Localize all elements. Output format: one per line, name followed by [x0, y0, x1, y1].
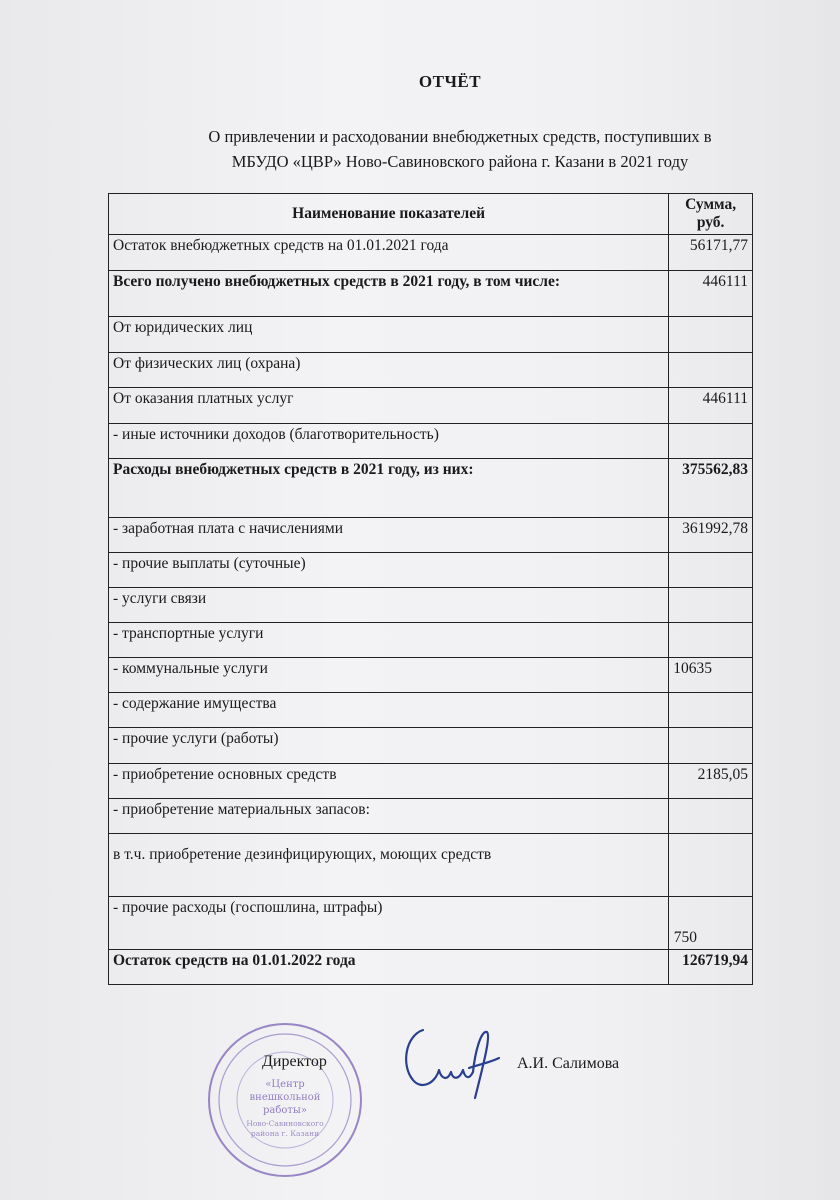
row-sum [669, 799, 753, 834]
row-name: в т.ч. приобретение дезинфицирующих, моющих средств [109, 834, 669, 897]
document-subtitle [150, 124, 770, 174]
report-table [108, 193, 753, 985]
row-name: - прочие выплаты (суточные) [109, 553, 669, 588]
row-sum: 126719,94 [669, 950, 753, 985]
table-row [109, 764, 753, 799]
row-name: Остаток внебюджетных средств на 01.01.2021 года [109, 235, 669, 271]
row-sum [669, 693, 753, 728]
row-name: - прочие расходы (госпошлина, штрафы) [109, 897, 669, 950]
svg-text:работы»: работы» [262, 1105, 308, 1116]
table-row [109, 799, 753, 834]
row-sum [669, 834, 753, 897]
row-name: От физических лиц (охрана) [109, 353, 669, 388]
row-name: - приобретение материальных запасов: [109, 799, 669, 834]
table-row [109, 588, 753, 623]
table-row [109, 950, 753, 985]
subtitle-line-1: О привлечении и расходовании внебюджетных средств, поступивших в [208, 127, 712, 146]
row-name: Всего получено внебюджетных средств в 2021 году, в том числе: [109, 271, 669, 317]
svg-text:внешкольной: внешкольной [249, 1092, 321, 1103]
round-stamp [205, 1020, 365, 1180]
row-name: - приобретение основных средств [109, 764, 669, 799]
row-sum [669, 317, 753, 353]
row-sum: 361992,78 [669, 518, 753, 553]
director-label: Директор [262, 1053, 327, 1070]
row-sum [669, 353, 753, 388]
row-name: От оказания платных услуг [109, 388, 669, 424]
row-sum: 375562,83 [669, 459, 753, 518]
table-row [109, 693, 753, 728]
row-sum [669, 424, 753, 459]
svg-text:«Центр: «Центр [265, 1079, 305, 1090]
header-sum: Сумма, руб. [669, 194, 753, 235]
table-row [109, 235, 753, 271]
row-sum [669, 588, 753, 623]
table-row [109, 459, 753, 518]
table-row [109, 388, 753, 424]
header-name: Наименование показателей [109, 194, 669, 235]
table-row [109, 317, 753, 353]
row-name: - содержание имущества [109, 693, 669, 728]
row-sum [669, 728, 753, 764]
svg-text:района г. Казани: района г. Казани [250, 1129, 320, 1138]
document-title: ОТЧЁТ [418, 72, 482, 91]
table-row [109, 424, 753, 459]
row-sum: 2185,05 [669, 764, 753, 799]
subtitle-line-2: МБУДО «ЦВР» Ново-Савиновского района г. Казани в 2021 году [231, 152, 689, 171]
row-name: - заработная плата с начислениями [109, 518, 669, 553]
row-name: - прочие услуги (работы) [109, 728, 669, 764]
svg-text:Ново-Савиновского: Ново-Савиновского [246, 1119, 324, 1128]
row-sum: 750 [669, 897, 753, 950]
row-name: Расходы внебюджетных средств в 2021 году, из них: [109, 459, 669, 518]
table-row [109, 553, 753, 588]
table-row [109, 353, 753, 388]
table-header-row [109, 194, 753, 235]
row-sum [669, 553, 753, 588]
row-name: - коммунальные услуги [109, 658, 669, 693]
row-name: - услуги связи [109, 588, 669, 623]
table-row [109, 623, 753, 658]
table-row [109, 834, 753, 897]
row-name: От юридических лиц [109, 317, 669, 353]
row-name: Остаток средств на 01.01.2022 года [109, 950, 669, 985]
row-name: - иные источники доходов (благотворительность) [109, 424, 669, 459]
row-sum [669, 623, 753, 658]
row-sum: 446111 [669, 271, 753, 317]
table-row [109, 518, 753, 553]
table-row [109, 728, 753, 764]
row-sum: 56171,77 [669, 235, 753, 271]
row-sum: 446111 [669, 388, 753, 424]
row-name: - транспортные услуги [109, 623, 669, 658]
table-row [109, 897, 753, 950]
row-sum: 10635 [669, 658, 753, 693]
signer-name: А.И. Салимова [517, 1055, 620, 1072]
signature [395, 1018, 505, 1108]
table-row [109, 271, 753, 317]
table-row [109, 658, 753, 693]
